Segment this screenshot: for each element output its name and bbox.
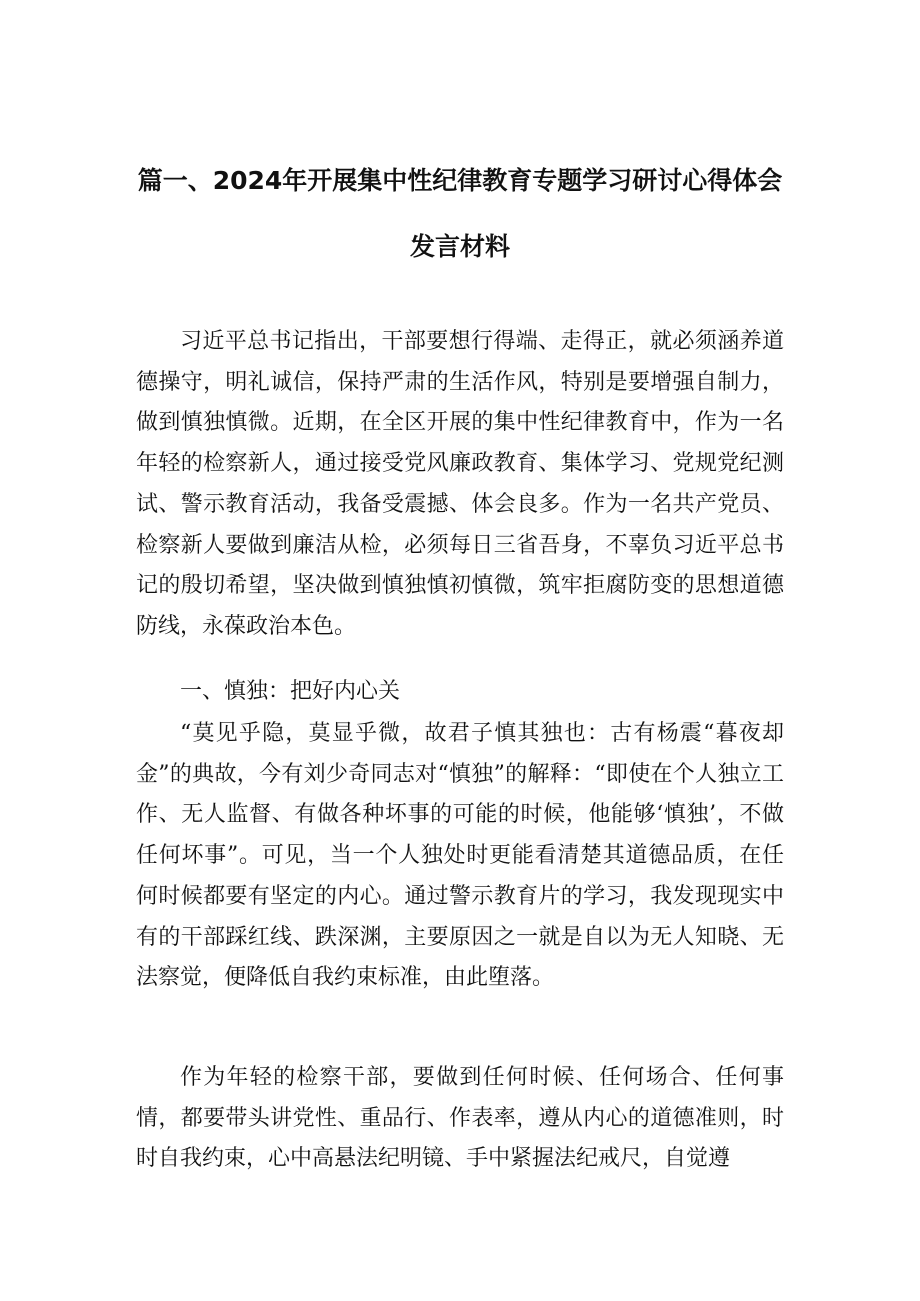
section1-paragraph-1: “莫见乎隐，莫显乎微，故君子慎其独也：古有杨震“暮夜却金”的典故，今有刘少奇同志对“慎独”的解释：“即使在个人独立工作、无人监督、有做各种坏事的可能的时候，他能够‘慎独’，不做任何坏事”。可见，当一个人独处时更能看清楚其道德品质，在任何时候都要有坚定的内心。通过警示教育片的学习，我发现现实中有的干部踩红线、跌深渊，主要原因之一就是自以为无人知晓、无法察觉，便降低自我约束标准，由此堕落。 — [136, 721, 784, 991]
document-title-line-2: 发言材料 — [409, 232, 510, 261]
section1-paragraph-2: 作为年轻的检察干部，要做到任何时候、任何场合、任何事情，都要带头讲党性、重品行、作表率，遵从内心的道德准则，时时自我约束，心中高悬法纪明镜、手中紧握法纪戒尺，自觉遵 — [136, 1065, 784, 1172]
section-heading-1: 一、慎独：把好内心关 — [180, 679, 401, 704]
intro-paragraph: 习近平总书记指出，干部要想行得端、走得正，就必须涵养道德操守，明礼诚信，保持严肃的生活作风，特别是要增强自制力，做到慎独慎微。近期，在全区开展的集中性纪律教育中，作为一名年轻的检察新人，通过接受党风廉政教育、集体学习、党规党纪测试、警示教育活动，我备受震撼、体会良多。作为一名共产党员、检察新人要做到廉洁从检，必须每日三省吾身，不辜负习近平总书记的殷切希望，坚决做到慎独慎初慎微，筑牢拒腐防变的思想道德防线，永葆政治本色。 — [136, 329, 784, 639]
document-title-line-1: 篇一、2024年开展集中性纪律教育专题学习研讨心得体会 — [137, 166, 783, 195]
